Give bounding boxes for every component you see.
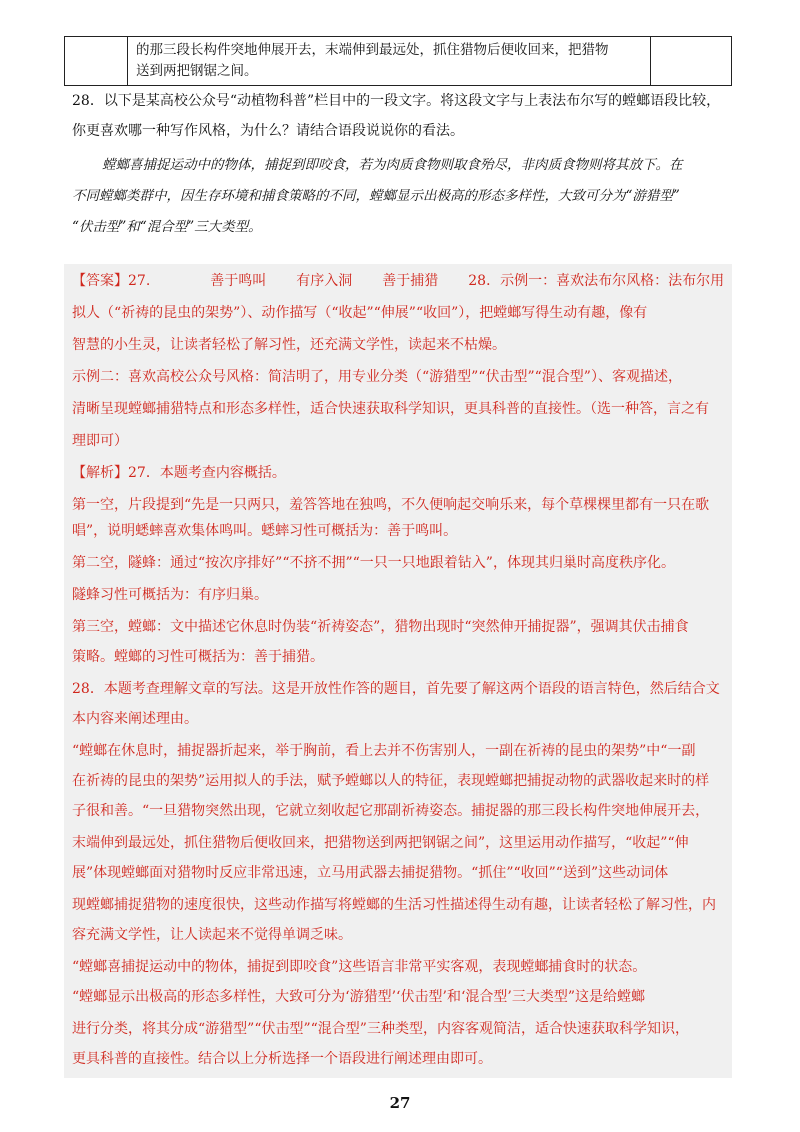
analysis-line: “螳螂显示出极高的形态多样性，大致可分为‘游猎型’‘伏击型’和‘混合型’三大类型”这是给螳螂 bbox=[72, 989, 646, 1005]
analysis-line: 展”体现螳螂面对猎物时反应非常迅速，立马用武器去捕捉猎物。“抓住”“收回”“送到”这些动词体 bbox=[72, 865, 669, 881]
answer-blank-2: 有序入洞 bbox=[296, 273, 353, 289]
table-cell-text bbox=[128, 37, 651, 85]
analysis-line: 【解析】27．本题考查内容概括。 bbox=[72, 465, 286, 481]
page-number: 27 bbox=[389, 1094, 411, 1112]
analysis-line: 28．本题考查理解文章的写法。这是开放性作答的题目，首先要了解这两个语段的语言特色，然后结合文 bbox=[72, 681, 720, 697]
table-fragment bbox=[64, 36, 732, 86]
analysis-line: 第二空，隧蜂：通过“按次序排好”“不挤不拥”“一只一只地跟着钻入”，体现其归巢时高度秩序化。 bbox=[72, 555, 675, 571]
table-cell-left bbox=[65, 37, 128, 85]
analysis-line: 容充满文学性，让人读起来不觉得单调乏味。 bbox=[72, 927, 352, 943]
quote-line: “伏击型”和“混合型”三大类型。 bbox=[72, 219, 262, 235]
analysis-line: 子很和善。“一旦猎物突然出现，它就立刻收起它那副祈祷姿态。捕捉器的那三段长构件突地伸展开去， bbox=[72, 803, 710, 819]
q27-number: 27. bbox=[128, 273, 151, 289]
analysis-line: 策略。螳螂的习性可概括为：善于捕猎。 bbox=[72, 649, 324, 665]
analysis-line: 第三空，螳螂：文中描述它休息时伪装“祈祷姿态”，猎物出现时“突然伸开捕捉器”，强调其伏击捕食 bbox=[72, 619, 689, 635]
table-cell-right bbox=[651, 37, 731, 85]
quote-line: 不同螳螂类群中，因生存环境和捕食策略的不同，螳螂显示出极高的形态多样性，大致可分为“游猎型” bbox=[72, 188, 680, 204]
analysis-line: “螳螂在休息时，捕捉器折起来，举于胸前，看上去并不伤害别人，一副在祈祷的昆虫的架势”中“一副 bbox=[72, 743, 696, 759]
answer-28-start: 28．示例一：喜欢法布尔风格：法布尔用 bbox=[468, 273, 725, 289]
quote-line: 螳螂喜捕捉运动中的物体，捕捉到即咬食，若为肉质食物则取食殆尽，非肉质食物则将其放下。在 bbox=[102, 157, 683, 173]
answer-tag: 【答案】 bbox=[72, 273, 128, 289]
analysis-tag: 【解析】 bbox=[72, 465, 128, 481]
analysis-line: 更具科普的直接性。结合以上分析选择一个语段进行阐述理由即可。 bbox=[72, 1051, 492, 1067]
analysis-line: 隧蜂习性可概括为：有序归巢。 bbox=[72, 587, 268, 603]
analysis-line: 现螳螂捕捉猎物的速度很快，这些动作描写将螳螂的生活习性描述得生动有趣，让读者轻松了解习性，内 bbox=[72, 897, 716, 913]
answer-line: 智慧的小生灵，让读者轻松了解习性，还充满文学性，读起来不枯燥。 bbox=[72, 337, 506, 353]
question-28-line: 你更喜欢哪一种写作风格，为什么？请结合语段说说你的看法。 bbox=[72, 123, 464, 139]
answer-line: 清晰呈现螳螂捕猎特点和形态多样性，适合快速获取科学知识，更具科普的直接性。（选一种答，言之有 bbox=[72, 401, 709, 417]
table-text-line: 的那三段长构件突地伸展开去，末端伸到最远处，抓住猎物后便收回来，把猎物 bbox=[136, 42, 609, 58]
analysis-line: 末端伸到最远处，抓住猎物后便收回来，把猎物送到两把钢锯之间”，这里运用动作描写，“收起”“伸 bbox=[72, 835, 689, 851]
answer-line: 理即可） bbox=[72, 433, 128, 449]
question-28-line: 28．以下是某高校公众号“动植物科普”栏目中的一段文字。将这段文字与上表法布尔写的螳螂语段比较， bbox=[72, 93, 721, 109]
answer-line bbox=[72, 270, 728, 290]
answer-blank-1: 善于鸣叫 bbox=[210, 273, 267, 289]
analysis-line: 第一空，片段提到“先是一只两只，羞答答地在独鸣，不久便响起交响乐来，每个草棵棵里都有一只在歌 bbox=[72, 497, 710, 513]
table-text-line: 送到两把钢锯之间。 bbox=[136, 63, 258, 79]
answer-line: 拟人（“祈祷的昆虫的架势”）、动作描写（“收起”“伸展”“收回”），把螳螂写得生动有趣，像有 bbox=[72, 305, 648, 321]
analysis-line: 本内容来阐述理由。 bbox=[72, 711, 198, 727]
answer-line: 示例二：喜欢高校公众号风格：简洁明了，用专业分类（“游猎型”“伏击型”“混合型”）、客观描述， bbox=[72, 369, 682, 385]
answer-block bbox=[64, 264, 732, 1078]
analysis-line: 唱”，说明蟋蟀喜欢集体鸣叫。蟋蟀习性可概括为：善于鸣叫。 bbox=[72, 523, 458, 539]
answer-blank-3: 善于捕猎 bbox=[382, 273, 439, 289]
analysis-line: 进行分类，将其分成“游猎型”“伏击型”“混合型”三种类型，内容客观简洁，适合快速获取科学知识， bbox=[72, 1021, 689, 1037]
analysis-line: “螳螂喜捕捉运动中的物体，捕捉到即咬食”这些语言非常平实客观，表现螳螂捕食时的状态。 bbox=[72, 959, 647, 975]
analysis-line: 在祈祷的昆虫的架势”运用拟人的手法，赋予螳螂以人的特征，表现螳螂把捕捉动物的武器收起来时的样 bbox=[72, 773, 710, 789]
